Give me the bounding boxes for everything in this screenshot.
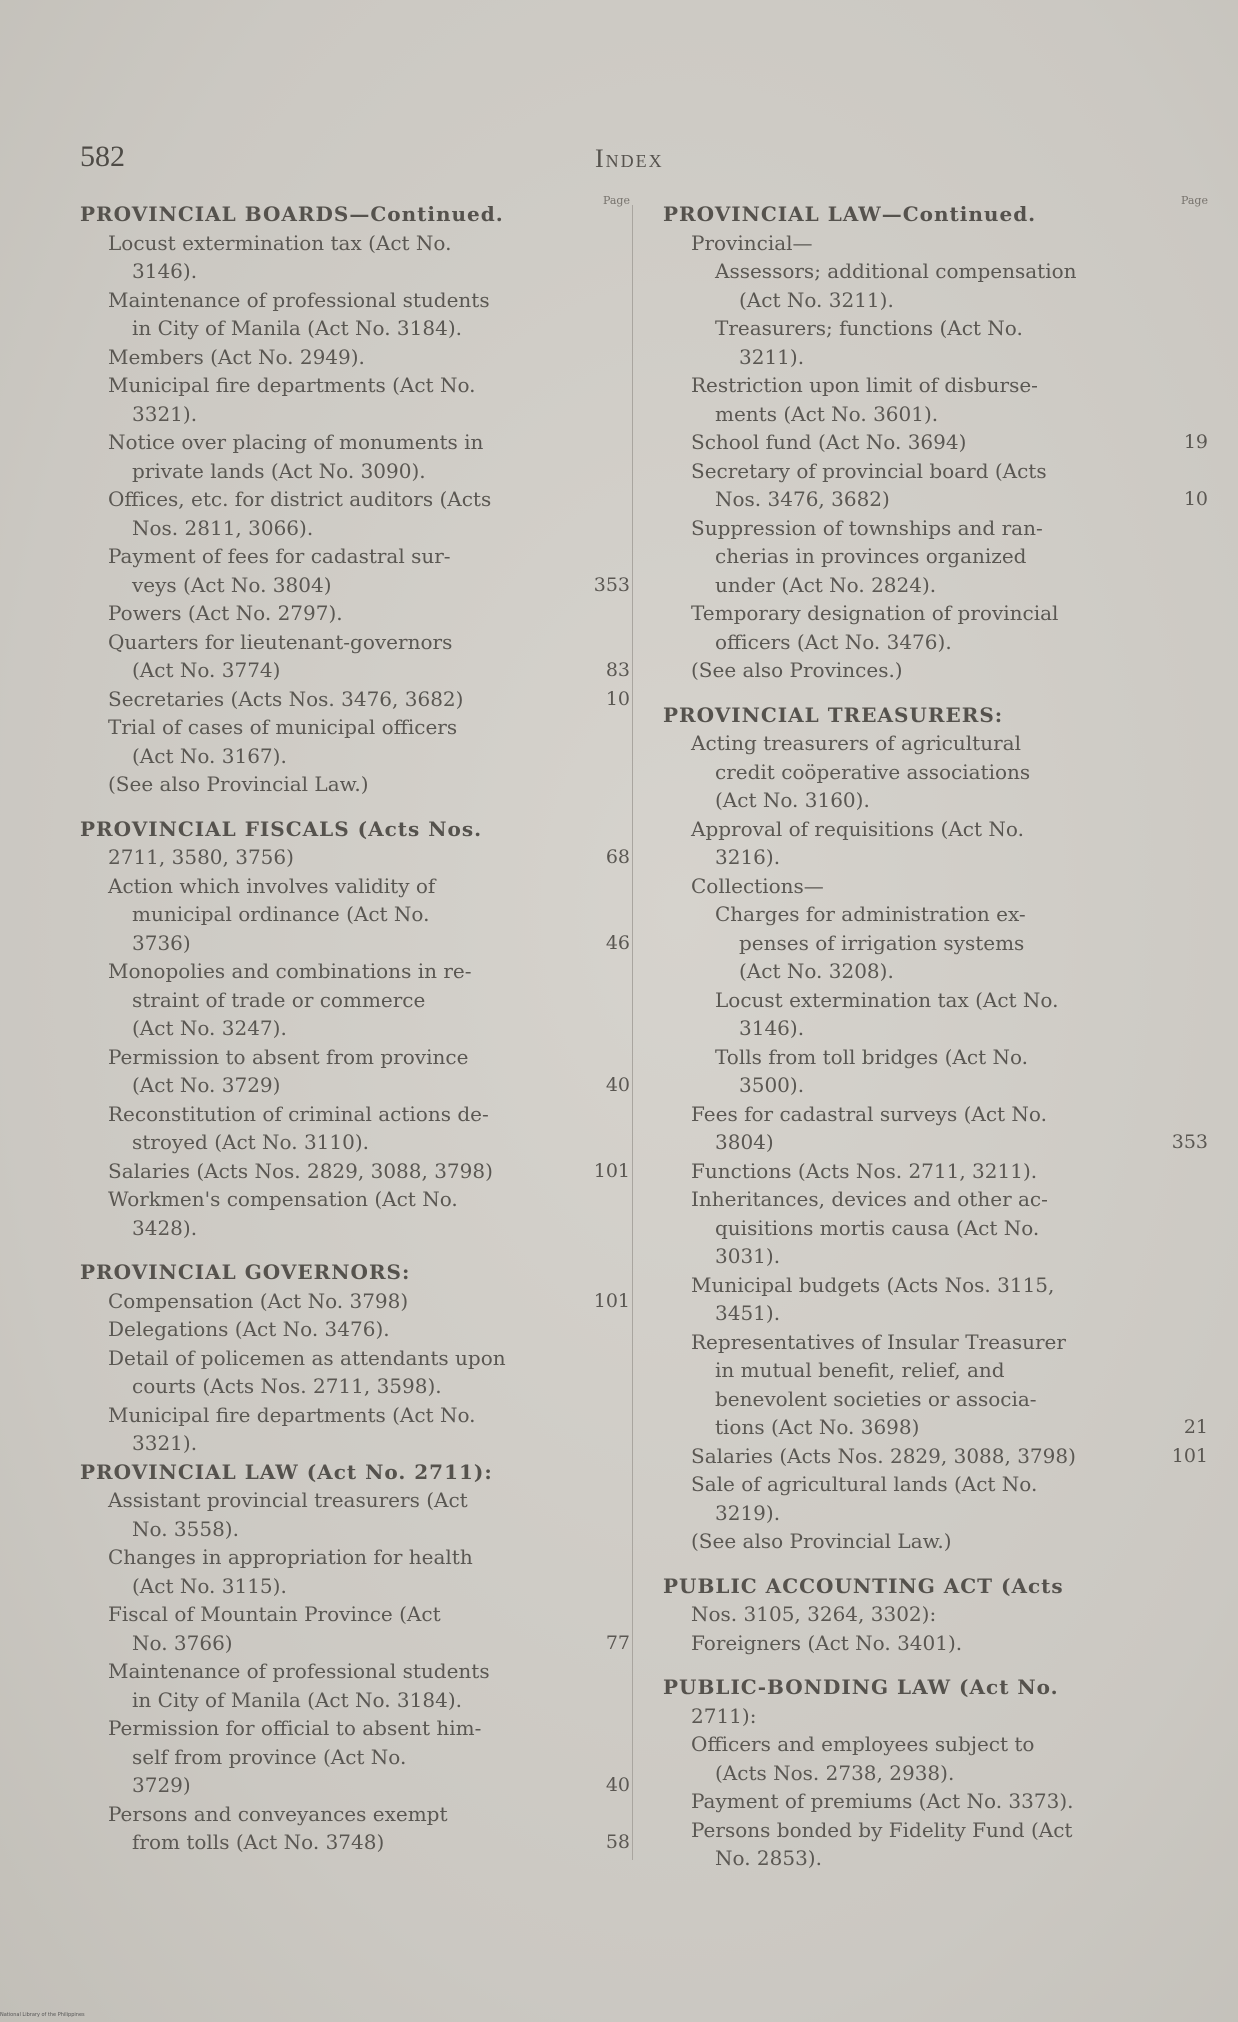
index-entry	[663, 900, 1208, 929]
entry-text: School fund (Act No. 3694)	[691, 430, 967, 454]
entry-text: 3219).	[715, 1500, 781, 1525]
index-entry	[663, 371, 1208, 400]
index-entry	[80, 1214, 640, 1243]
entry-text: in mutual benefit, relief, and	[715, 1358, 1005, 1382]
page-reference: 101	[593, 1159, 630, 1182]
index-entry	[80, 1185, 640, 1214]
index-entry	[663, 1014, 1208, 1043]
entry-text: 3428).	[132, 1215, 198, 1240]
entry-text: Assessors; additional compensation	[715, 259, 1077, 283]
entry-text: PUBLIC-BONDING LAW (Act No.	[663, 1675, 1059, 1699]
entry-text: officers (Act No. 3476).	[715, 629, 952, 654]
index-entry	[80, 257, 640, 286]
entry-text: Nos. 3476, 3682)	[715, 487, 890, 511]
entry-text: Suppression of townships and ran-	[691, 515, 1043, 540]
index-heading	[80, 1258, 640, 1287]
entry-text: straint of trade or commerce	[132, 987, 426, 1012]
index-entry	[80, 628, 640, 657]
index-entry	[80, 286, 640, 315]
index-entry	[663, 929, 1208, 958]
index-entry	[663, 1527, 1208, 1556]
index-entry	[663, 542, 1208, 571]
page-column-label: Page	[602, 194, 630, 207]
entry-text: Tolls from toll bridges (Act No.	[715, 1044, 1029, 1069]
index-entry	[663, 1629, 1208, 1658]
index-entry	[80, 929, 640, 958]
entry-text: ments (Act No. 3601).	[715, 401, 939, 426]
entry-text: Permission for official to absent him-	[108, 1716, 482, 1740]
entry-text: Foreigners (Act No. 3401).	[691, 1630, 963, 1655]
index-entry	[663, 1214, 1208, 1243]
index-entry	[663, 1128, 1208, 1157]
entry-text: Nos. 3105, 3264, 3302):	[691, 1602, 937, 1626]
index-entry	[80, 900, 640, 929]
entry-text: Persons bonded by Fidelity Fund (Act	[691, 1817, 1073, 1842]
index-entry	[80, 872, 640, 901]
entry-text: Sale of agricultural lands (Act No.	[691, 1472, 1038, 1496]
entry-text: (Act No. 3160).	[715, 788, 870, 812]
entry-text: (See also Provincial Law.)	[108, 772, 369, 796]
entry-text: 3321).	[132, 401, 198, 426]
index-entry	[80, 1043, 640, 1072]
entry-text: PROVINCIAL GOVERNORS:	[80, 1260, 411, 1284]
page-reference: 101	[593, 1289, 630, 1312]
index-entry	[80, 1686, 640, 1715]
page-column-label: Page	[1180, 194, 1208, 207]
index-entry	[663, 343, 1208, 372]
entry-text: PROVINCIAL TREASURERS:	[663, 702, 1004, 727]
entry-text: Maintenance of professional students	[108, 1659, 490, 1683]
index-entry	[80, 1828, 640, 1857]
entry-text: PROVINCIAL FISCALS (Acts Nos.	[80, 816, 483, 841]
index-entry	[80, 1287, 640, 1316]
entry-text: Salaries (Acts Nos. 2829, 3088, 3798)	[691, 1443, 1076, 1468]
entry-text: Powers (Act No. 2797).	[108, 601, 343, 625]
index-entry	[663, 286, 1208, 315]
index-entry	[80, 371, 640, 400]
index-entry	[80, 1128, 640, 1157]
index-entry	[80, 1543, 640, 1572]
index-entry	[663, 815, 1208, 844]
index-entry	[80, 457, 640, 486]
index-sections	[80, 200, 640, 1873]
entry-text: private lands (Act No. 3090).	[132, 458, 426, 483]
index-entry	[80, 1344, 640, 1373]
entry-text: Charges for administration ex-	[715, 902, 1026, 926]
entry-text: 3216).	[715, 845, 781, 869]
index-heading	[663, 1572, 1208, 1601]
entry-text: 2711):	[691, 1703, 757, 1728]
index-section	[663, 200, 1208, 685]
page-reference: 58	[605, 1831, 630, 1853]
page-reference: 10	[1183, 488, 1208, 510]
entry-text: Officers and employees subject to	[691, 1732, 1035, 1756]
footer-credit: National Library of the Philippines	[0, 2012, 85, 2018]
entry-text: (Act No. 3167).	[132, 743, 287, 768]
entry-text: (Act No. 3774)	[132, 658, 281, 682]
entry-text: self from province (Act No.	[132, 1744, 407, 1769]
index-entry	[80, 685, 640, 714]
page-reference: 21	[1183, 1416, 1208, 1438]
entry-text: Changes in appropriation for health	[108, 1545, 473, 1569]
entry-text: 2711, 3580, 3756)	[108, 845, 294, 869]
entry-text: Monopolies and combinations in re-	[108, 959, 472, 983]
entry-text: PROVINCIAL LAW—Continued.	[663, 202, 1037, 226]
entry-text: (See also Provinces.)	[691, 658, 903, 682]
index-entry	[80, 1657, 640, 1686]
entry-text: Payment of fees for cadastral sur-	[108, 544, 451, 568]
entry-text: 3804)	[715, 1130, 774, 1154]
entry-text: Locust extermination tax (Act No.	[715, 987, 1059, 1012]
entry-text: municipal ordinance (Act No.	[132, 902, 430, 926]
index-entry	[80, 1401, 640, 1430]
index-section	[80, 200, 640, 799]
page-reference: 40	[605, 1074, 630, 1096]
entry-text: Approval of requisitions (Act No.	[691, 816, 1024, 841]
entry-text: Locust extermination tax (Act No.	[108, 230, 452, 255]
index-entry	[663, 400, 1208, 429]
entry-text: stroyed (Act No. 3110).	[132, 1130, 370, 1154]
entry-text: Representatives of Insular Treasurer	[691, 1329, 1066, 1354]
page-reference: 353	[1171, 1131, 1208, 1153]
page-reference: 19	[1183, 431, 1208, 453]
entry-text: 3321).	[132, 1431, 198, 1455]
entry-text: from tolls (Act No. 3748)	[132, 1830, 385, 1854]
index-entry	[663, 1271, 1208, 1300]
index-entry	[663, 1470, 1208, 1499]
entry-text: No. 2853).	[715, 1846, 822, 1870]
entry-text: Persons and conveyances exempt	[108, 1801, 448, 1826]
entry-text: Fees for cadastral surveys (Act No.	[691, 1101, 1047, 1126]
entry-text: (Act No. 3247).	[132, 1016, 287, 1040]
index-entry	[663, 428, 1208, 457]
index-heading	[80, 200, 640, 229]
index-entry	[80, 1315, 640, 1344]
index-entry	[663, 986, 1208, 1015]
index-entry	[80, 599, 640, 628]
index-entry	[80, 1572, 640, 1601]
entry-text: 3736)	[132, 930, 191, 955]
entry-text: Action which involves validity of	[108, 873, 436, 898]
index-entry	[663, 1242, 1208, 1271]
index-entry	[80, 1014, 640, 1043]
index-entry	[80, 1714, 640, 1743]
entry-text: Municipal budgets (Acts Nos. 3115,	[691, 1272, 1055, 1297]
index-entry	[663, 1844, 1208, 1873]
entry-text: 3146).	[132, 259, 198, 283]
index-entry	[80, 986, 640, 1015]
index-entry	[663, 257, 1208, 286]
page-title: Index	[595, 144, 664, 173]
page-reference: 46	[605, 931, 630, 954]
index-section	[80, 1258, 640, 1857]
entry-text: 3211).	[739, 344, 805, 369]
index-entry	[663, 1185, 1208, 1214]
entry-text: under (Act No. 2824).	[715, 572, 937, 597]
entry-text: Reconstitution of criminal actions de-	[108, 1101, 489, 1126]
entry-text: veys (Act No. 3804)	[132, 572, 332, 597]
index-entry	[663, 872, 1208, 901]
entry-text: Maintenance of professional students	[108, 287, 490, 312]
index-entry	[663, 1816, 1208, 1845]
entry-text: Municipal fire departments (Act No.	[108, 373, 476, 397]
entry-text: Collections—	[691, 873, 824, 898]
entry-text: (Act No. 3729)	[132, 1073, 281, 1097]
index-entry	[663, 1299, 1208, 1328]
index-entry	[663, 786, 1208, 815]
index-entry	[663, 1385, 1208, 1414]
index-entry	[80, 713, 640, 742]
entry-text: Acting treasurers of agricultural	[691, 731, 1021, 755]
index-sections	[663, 200, 1208, 1889]
index-entry	[80, 542, 640, 571]
index-section	[80, 815, 640, 1243]
index-entry	[80, 400, 640, 429]
index-entry	[663, 1356, 1208, 1385]
entry-text: (Act No. 3115).	[132, 1573, 287, 1598]
entry-text: Inheritances, devices and other ac-	[691, 1187, 1048, 1211]
index-entry	[663, 1043, 1208, 1072]
entry-text: Detail of policemen as attendants upon	[108, 1345, 506, 1370]
index-heading	[80, 815, 640, 844]
index-section	[663, 1572, 1208, 1658]
entry-text: Fiscal of Mountain Province (Act	[108, 1602, 441, 1626]
entry-text: Payment of premiums (Act No. 3373).	[691, 1789, 1074, 1813]
index-entry	[80, 656, 640, 685]
index-entry	[663, 1100, 1208, 1129]
index-entry	[80, 1629, 640, 1658]
index-entry	[80, 343, 640, 372]
index-entry	[663, 571, 1208, 600]
page-reference: 68	[605, 846, 630, 868]
entry-text: cherias in provinces organized	[715, 544, 1027, 568]
entry-text: Delegations (Act No. 3476).	[108, 1317, 390, 1341]
entry-text: PROVINCIAL BOARDS—Continued.	[80, 202, 504, 226]
index-entry	[663, 656, 1208, 685]
entry-text: Offices, etc. for district auditors (Acts	[108, 487, 492, 511]
entry-text: courts (Acts Nos. 2711, 3598).	[132, 1374, 442, 1398]
entry-text: (Act No. 3211).	[739, 287, 894, 312]
index-entry	[80, 843, 640, 872]
page-reference: 77	[605, 1631, 630, 1654]
index-entry	[80, 428, 640, 457]
index-entry	[663, 514, 1208, 543]
entry-text: Compensation (Act No. 3798)	[108, 1288, 409, 1313]
index-entry	[80, 314, 640, 343]
index-entry	[663, 758, 1208, 787]
entry-text: 3031).	[715, 1244, 781, 1268]
entry-text: Trial of cases of municipal officers	[108, 715, 458, 739]
entry-text: Members (Act No. 2949).	[108, 344, 365, 369]
index-entry	[80, 1486, 640, 1515]
index-heading	[663, 200, 1208, 229]
index-entry	[80, 957, 640, 986]
index-entry	[80, 1429, 640, 1458]
entry-text: Notice over placing of monuments in	[108, 430, 484, 454]
index-heading	[80, 1458, 640, 1487]
entry-text: Municipal fire departments (Act No.	[108, 1402, 476, 1427]
index-section	[663, 701, 1208, 1556]
index-entry	[663, 843, 1208, 872]
index-entry	[663, 314, 1208, 343]
index-entry	[663, 229, 1208, 258]
index-entry	[663, 1413, 1208, 1442]
index-entry	[663, 1759, 1208, 1788]
entry-text: (Acts Nos. 2738, 2938).	[715, 1760, 955, 1785]
index-entry	[80, 742, 640, 771]
index-entry	[80, 1157, 640, 1186]
entry-text: in City of Manila (Act No. 3184).	[132, 316, 462, 340]
entry-text: Provincial—	[691, 230, 813, 255]
entry-text: Permission to absent from province	[108, 1044, 469, 1069]
index-entry	[80, 1743, 640, 1772]
entry-text: Salaries (Acts Nos. 2829, 3088, 3798)	[108, 1158, 493, 1183]
entry-text: (See also Provincial Law.)	[691, 1529, 952, 1553]
entry-text: Assistant provincial treasurers (Act	[108, 1488, 468, 1512]
index-entry	[663, 1442, 1208, 1471]
entry-text: penses of irrigation systems	[739, 930, 1025, 955]
entry-text: Functions (Acts Nos. 2711, 3211).	[691, 1158, 1038, 1183]
entry-text: Secretary of provincial board (Acts	[691, 458, 1047, 483]
entry-text: Restriction upon limit of disburse-	[691, 373, 1038, 397]
entry-text: credit coöperative associations	[715, 759, 1031, 784]
entry-text: PROVINCIAL LAW (Act No. 2711):	[80, 1459, 493, 1484]
index-entry	[663, 729, 1208, 758]
index-entry	[80, 1515, 640, 1544]
index-entry	[663, 957, 1208, 986]
page-number: 582	[80, 140, 125, 173]
page-header	[80, 140, 1180, 180]
entry-text: Secretaries (Acts Nos. 3476, 3682)	[108, 686, 464, 711]
index-entry	[663, 1702, 1208, 1731]
entry-text: (Act No. 3208).	[739, 959, 894, 983]
entry-text: Workmen's compensation (Act No.	[108, 1187, 458, 1211]
index-entry	[80, 229, 640, 258]
index-entry	[80, 514, 640, 543]
index-entry	[80, 1372, 640, 1401]
page-reference: 40	[605, 1774, 630, 1796]
index-entry	[663, 1157, 1208, 1186]
index-heading	[663, 1673, 1208, 1702]
index-heading	[663, 701, 1208, 730]
index-entry	[80, 1771, 640, 1800]
entry-text: benevolent societies or associa-	[715, 1386, 1037, 1411]
entry-text: 3500).	[739, 1073, 805, 1097]
index-entry	[80, 485, 640, 514]
entry-text: PUBLIC ACCOUNTING ACT (Acts	[663, 1573, 1064, 1598]
entry-text: 3146).	[739, 1016, 805, 1040]
index-entry	[663, 628, 1208, 657]
entry-text: Quarters for lieutenant-governors	[108, 629, 453, 654]
entry-text: Temporary designation of provincial	[691, 601, 1059, 625]
entry-text: No. 3766)	[132, 1630, 233, 1655]
entry-text: in City of Manila (Act No. 3184).	[132, 1687, 462, 1712]
page-reference: 353	[593, 573, 630, 596]
index-entry	[663, 1730, 1208, 1759]
entry-text: 3729)	[132, 1773, 191, 1797]
index-entry	[80, 1600, 640, 1629]
entry-text: Treasurers; functions (Act No.	[715, 316, 1023, 340]
index-entry	[663, 457, 1208, 486]
entry-text: tions (Act No. 3698)	[715, 1415, 920, 1439]
index-entry	[663, 1499, 1208, 1528]
page-reference: 83	[605, 659, 630, 681]
index-entry	[663, 1071, 1208, 1100]
page-reference: 10	[605, 687, 630, 710]
index-entry	[663, 599, 1208, 628]
index-entry	[80, 1071, 640, 1100]
index-entry	[663, 1787, 1208, 1816]
index-entry	[663, 485, 1208, 514]
entry-text: quisitions mortis causa (Act No.	[715, 1215, 1040, 1240]
index-entry	[80, 1100, 640, 1129]
entry-text: Nos. 2811, 3066).	[132, 515, 314, 540]
entry-text: No. 3558).	[132, 1516, 239, 1541]
index-entry	[663, 1328, 1208, 1357]
index-entry	[80, 770, 640, 799]
index-entry	[80, 571, 640, 600]
index-section	[663, 1673, 1208, 1873]
index-entry	[663, 1600, 1208, 1629]
index-entry	[80, 1800, 640, 1829]
entry-text: 3451).	[715, 1301, 781, 1325]
page-reference: 101	[1171, 1444, 1208, 1467]
